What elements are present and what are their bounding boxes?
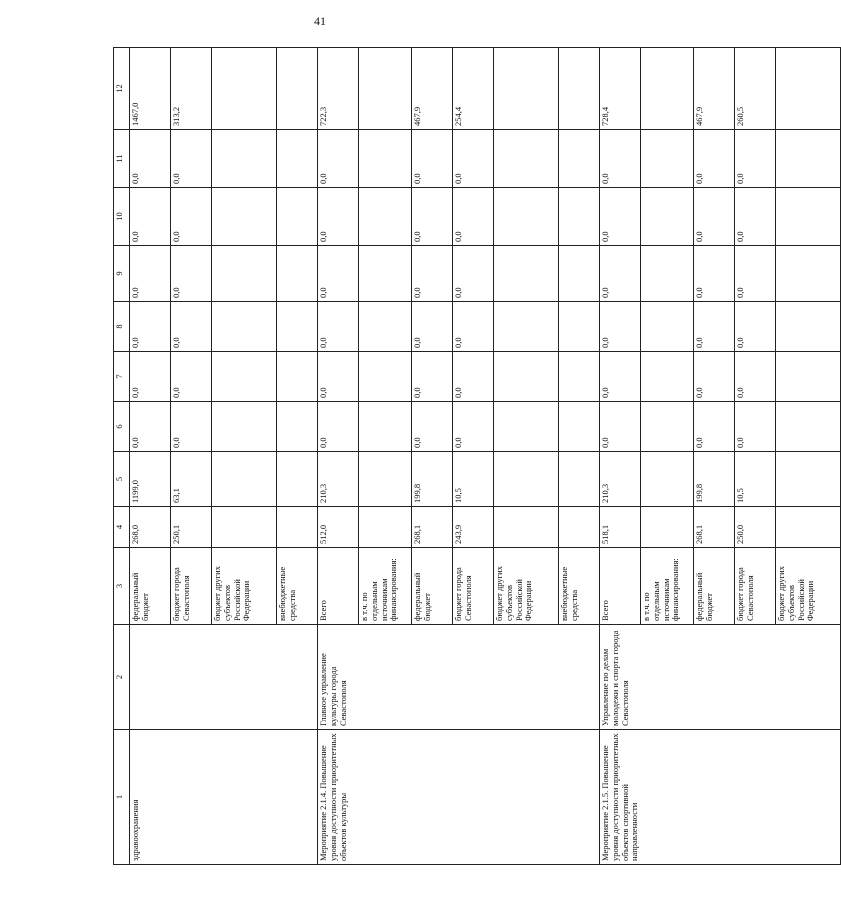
value-cell: 467,9 bbox=[412, 48, 453, 130]
value-cell: 722,3 bbox=[318, 48, 359, 130]
source-cell: Всего bbox=[318, 548, 359, 625]
value-cell: 10,5 bbox=[453, 452, 494, 507]
value-cell: 199,8 bbox=[694, 452, 735, 507]
value-cell: 268,0 bbox=[130, 507, 171, 548]
value-cell: 728,4 bbox=[600, 48, 641, 130]
value-cell: 0,0 bbox=[412, 352, 453, 402]
value-cell: 0,0 bbox=[130, 246, 171, 302]
value-cell: 0,0 bbox=[318, 352, 359, 402]
col-header: 2 bbox=[114, 625, 130, 730]
col-header: 8 bbox=[114, 302, 130, 352]
col-header: 10 bbox=[114, 188, 130, 246]
column-number-row bbox=[114, 48, 130, 865]
value-cell: 254,4 bbox=[453, 48, 494, 130]
value-cell: 0,0 bbox=[171, 402, 212, 452]
value-cell: 210,3 bbox=[600, 452, 641, 507]
value-cell: 0,0 bbox=[600, 352, 641, 402]
page-number: 41 bbox=[314, 14, 326, 28]
value-cell: 0,0 bbox=[318, 130, 359, 188]
source-cell: бюджет других субъектов Российской Федерации bbox=[212, 548, 277, 625]
value-cell: 0,0 bbox=[171, 188, 212, 246]
source-cell: внебюджетные средства bbox=[277, 548, 318, 625]
col-header: 5 bbox=[114, 452, 130, 507]
value-cell: 260,5 bbox=[735, 48, 776, 130]
value-cell: 0,0 bbox=[412, 302, 453, 352]
value-cell: 268,1 bbox=[694, 507, 735, 548]
value-cell: 0,0 bbox=[171, 352, 212, 402]
table-row bbox=[600, 48, 641, 865]
value-cell: 0,0 bbox=[735, 188, 776, 246]
col-header: 3 bbox=[114, 548, 130, 625]
value-cell: 243,9 bbox=[453, 507, 494, 548]
value-cell: 0,0 bbox=[412, 130, 453, 188]
value-cell: 0,0 bbox=[318, 188, 359, 246]
value-cell: 0,0 bbox=[412, 402, 453, 452]
value-cell: 0,0 bbox=[694, 188, 735, 246]
value-cell: 313,2 bbox=[171, 48, 212, 130]
source-cell: федеральный бюджет bbox=[412, 548, 453, 625]
col-header: 7 bbox=[114, 352, 130, 402]
value-cell: 0,0 bbox=[694, 402, 735, 452]
value-cell: 268,1 bbox=[412, 507, 453, 548]
source-cell: в т.ч. по отдельным источникам финансирования: bbox=[359, 548, 412, 625]
col-header: 1 bbox=[114, 730, 130, 865]
source-cell: федеральный бюджет bbox=[130, 548, 171, 625]
measure-cell: Мероприятие 2.1.4. Повышение уровня доступности приоритетных объектов культуры bbox=[318, 730, 600, 865]
source-cell: в т.ч. по отдельным источникам финансирования: bbox=[641, 548, 694, 625]
value-cell: 0,0 bbox=[130, 402, 171, 452]
source-cell: бюджет других субъектов Российской Федерации bbox=[776, 548, 841, 625]
value-cell: 0,0 bbox=[600, 246, 641, 302]
value-cell: 1467,0 bbox=[130, 48, 171, 130]
measure-cell: Мероприятие 2.1.5. Повышение уровня доступности приоритетных объектов спортивной направленности bbox=[600, 730, 841, 865]
measure-cell: здравоохранения bbox=[130, 730, 318, 865]
value-cell: 250,1 bbox=[171, 507, 212, 548]
executor-cell bbox=[130, 625, 318, 730]
value-cell: 467,9 bbox=[694, 48, 735, 130]
value-cell: 0,0 bbox=[318, 402, 359, 452]
source-cell: бюджет других субъектов Российской Федерации bbox=[494, 548, 559, 625]
value-cell: 0,0 bbox=[600, 402, 641, 452]
table-row bbox=[130, 48, 171, 865]
value-cell: 250,0 bbox=[735, 507, 776, 548]
source-cell: федеральный бюджет bbox=[694, 548, 735, 625]
value-cell: 0,0 bbox=[453, 188, 494, 246]
value-cell: 0,0 bbox=[735, 352, 776, 402]
value-cell: 210,3 bbox=[318, 452, 359, 507]
col-header: 6 bbox=[114, 402, 130, 452]
source-cell: бюджет города Севастополя bbox=[735, 548, 776, 625]
value-cell: 0,0 bbox=[412, 188, 453, 246]
value-cell: 0,0 bbox=[694, 352, 735, 402]
col-header: 12 bbox=[114, 48, 130, 130]
value-cell: 0,0 bbox=[453, 352, 494, 402]
value-cell: 0,0 bbox=[735, 246, 776, 302]
value-cell: 0,0 bbox=[171, 130, 212, 188]
source-cell: Всего bbox=[600, 548, 641, 625]
funding-table bbox=[113, 47, 841, 865]
executor-cell: Управление по делам молодежи и спорта города Севастополя bbox=[600, 625, 841, 730]
value-cell: 0,0 bbox=[453, 130, 494, 188]
col-header: 4 bbox=[114, 507, 130, 548]
value-cell: 0,0 bbox=[130, 188, 171, 246]
value-cell: 0,0 bbox=[412, 246, 453, 302]
value-cell: 0,0 bbox=[318, 302, 359, 352]
value-cell: 512,0 bbox=[318, 507, 359, 548]
value-cell: 0,0 bbox=[600, 130, 641, 188]
col-header: 11 bbox=[114, 130, 130, 188]
value-cell: 0,0 bbox=[130, 130, 171, 188]
value-cell: 0,0 bbox=[453, 402, 494, 452]
source-cell: бюджет города Севастополя bbox=[453, 548, 494, 625]
col-header: 9 bbox=[114, 246, 130, 302]
value-cell: 0,0 bbox=[735, 302, 776, 352]
value-cell: 0,0 bbox=[171, 246, 212, 302]
value-cell: 518,1 bbox=[600, 507, 641, 548]
value-cell: 0,0 bbox=[735, 402, 776, 452]
value-cell: 1199,0 bbox=[130, 452, 171, 507]
table-row bbox=[318, 48, 359, 865]
value-cell: 0,0 bbox=[130, 352, 171, 402]
value-cell: 0,0 bbox=[171, 302, 212, 352]
value-cell: 0,0 bbox=[694, 246, 735, 302]
value-cell: 10,5 bbox=[735, 452, 776, 507]
value-cell: 0,0 bbox=[318, 246, 359, 302]
value-cell: 0,0 bbox=[735, 130, 776, 188]
value-cell: 0,0 bbox=[600, 188, 641, 246]
source-cell: внебюджетные средства bbox=[559, 548, 600, 625]
value-cell: 199,8 bbox=[412, 452, 453, 507]
value-cell: 0,0 bbox=[694, 302, 735, 352]
value-cell: 0,0 bbox=[130, 302, 171, 352]
value-cell: 0,0 bbox=[600, 302, 641, 352]
value-cell: 0,0 bbox=[453, 246, 494, 302]
value-cell: 0,0 bbox=[453, 302, 494, 352]
executor-cell: Главное управление культуры города Севастополя bbox=[318, 625, 600, 730]
source-cell: бюджет города Севастополя bbox=[171, 548, 212, 625]
value-cell: 0,0 bbox=[694, 130, 735, 188]
value-cell: 63,1 bbox=[171, 452, 212, 507]
rotated-table-container bbox=[113, 48, 816, 865]
